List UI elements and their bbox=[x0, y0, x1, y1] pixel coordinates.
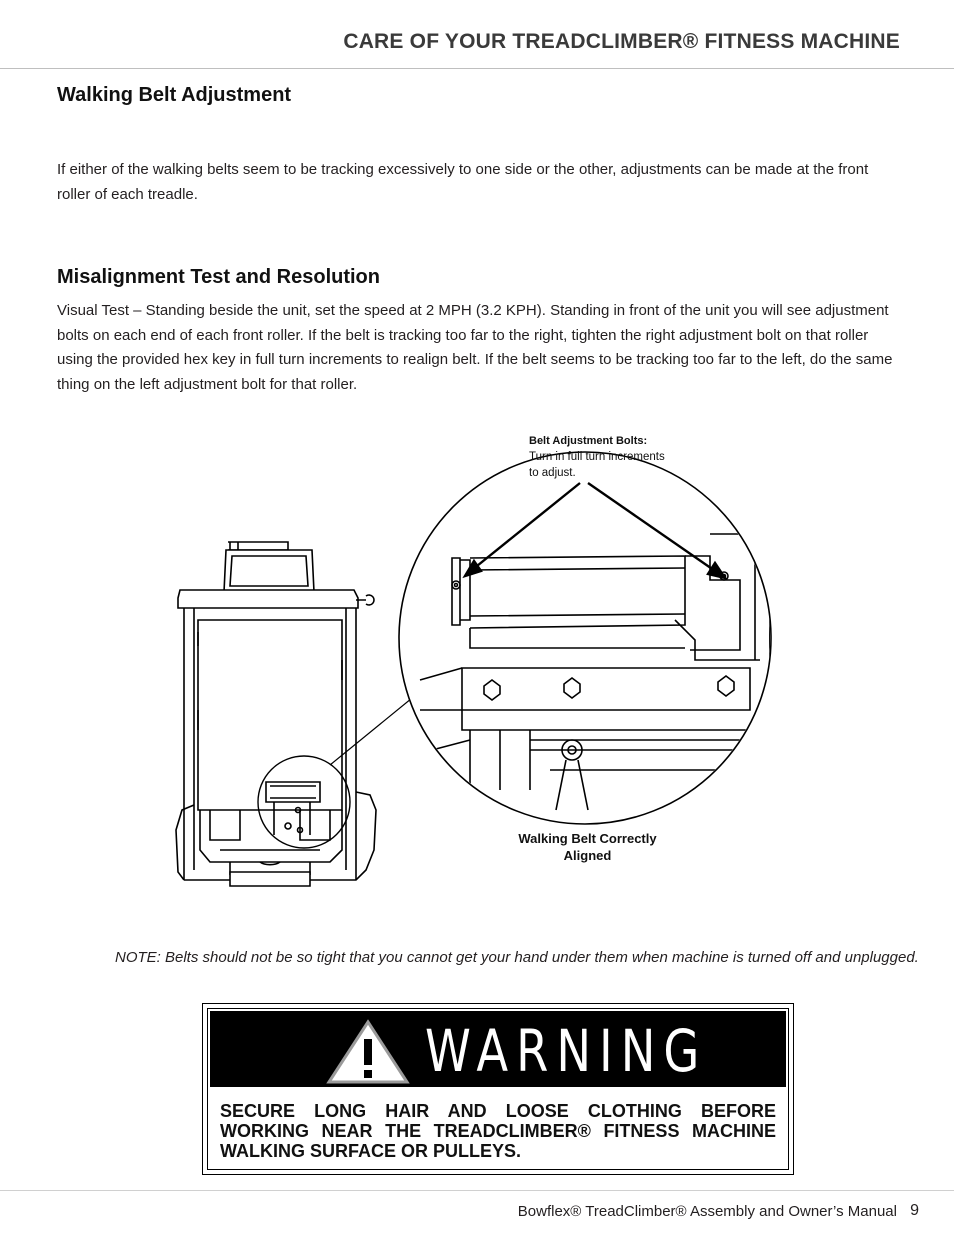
header-divider bbox=[0, 68, 954, 69]
belt-adjustment-bolts-callout bbox=[529, 433, 665, 481]
warning-message: SECURE LONG HAIR AND LOOSE CLOTHING BEFORE WORKING NEAR THE TREADCLIMBER® FITNESS MACHINE WALKING SURFACE OR PULLEYS. bbox=[220, 1101, 776, 1161]
warning-banner bbox=[210, 1011, 786, 1087]
warning-box-inner bbox=[207, 1008, 789, 1170]
walking-belt-adjustment-paragraph: If either of the walking belts seem to be tracking excessively to one side or the other, adjustments can be made at the front roller of each treadle. bbox=[57, 161, 869, 203]
warning-box bbox=[202, 1003, 794, 1175]
section-title-misalignment-test: Misalignment Test and Resolution bbox=[57, 266, 380, 288]
footer-manual-title: Bowflex® TreadClimber® Assembly and Owner’s Manual bbox=[517, 1203, 897, 1220]
misalignment-test-paragraph: Visual Test – Standing beside the unit, set the speed at 2 MPH (3.2 KPH). Standing in front of the unit you will see adjustment bolts on each end of each front roller. If the belt is tracking too far to the right, tighten the right adjustment bolt on that roller using the provided hex key in full turn increments to realign belt. If the belt seems to be tracking too far to the left, do the same thing on the left adjustment bolt for that roller. bbox=[57, 302, 893, 393]
callout-line-2: to adjust. bbox=[529, 467, 576, 479]
page-header-title: CARE OF YOUR TREADCLIMBER® FITNESS MACHINE bbox=[343, 30, 900, 53]
detail-zoom-circle bbox=[399, 452, 771, 824]
caption-line-2: Aligned bbox=[563, 848, 612, 863]
callout-title: Belt Adjustment Bolts: bbox=[529, 435, 648, 447]
caption-line-1: Walking Belt Correctly bbox=[518, 831, 657, 846]
footer-page-number: 9 bbox=[910, 1202, 919, 1219]
callout-line-1: Turn in full turn increments bbox=[529, 451, 665, 463]
treadclimber-line-drawing bbox=[170, 410, 790, 900]
warning-heading: WARNING bbox=[425, 1017, 708, 1085]
figure-caption bbox=[500, 830, 675, 864]
section-title-walking-belt-adjustment: Walking Belt Adjustment bbox=[57, 84, 292, 106]
belt-tension-note: NOTE: Belts should not be so tight that you cannot get your hand under them when machine is turned off and unplugged. bbox=[115, 949, 919, 966]
warning-triangle-icon bbox=[326, 1019, 410, 1085]
footer-divider bbox=[0, 1190, 954, 1191]
belt-adjustment-figure bbox=[170, 410, 790, 900]
